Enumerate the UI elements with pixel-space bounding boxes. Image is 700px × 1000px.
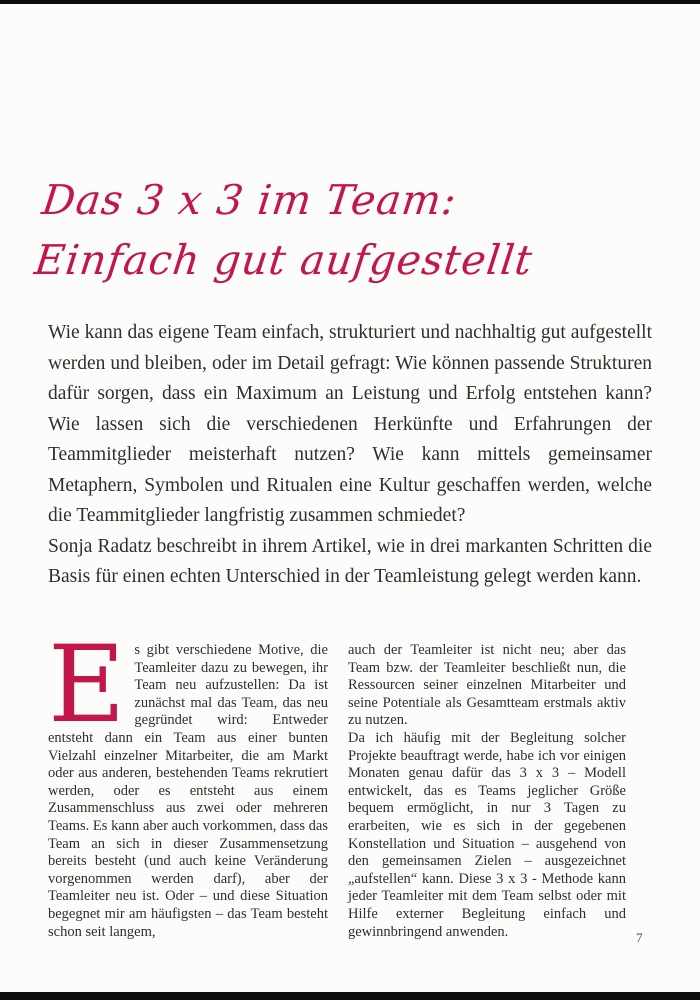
left-column-text: s gibt verschiedene Motive, die Teamleiter dazu zu bewegen, ihr Team neu aufzustellen: Da ist zunächst mal das Team, das neu gegründet wird: Entweder entsteht dann ein Team aus einer bunten Vielzahl einzelner Mitarbeiter, die am Markt oder aus anderen, bestehenden Teams rekrutiert werden, oder es entsteht aus einem Zusammenschluss aus zwei oder mehreren Teams. Es kann aber auch vorkommen, dass das Team an sich in dieser Zusammensetzung bereits besteht (und auch keine Veränderung vorgenommen werden darf), aber der Teamleiter neu ist. Oder – und diese Situation begegnet mir am häufigsten – das Team besteht schon seit langem, xyxy=(48,642,328,940)
left-column-paragraph xyxy=(48,623,328,941)
intro-paragraph-2: Sonja Radatz beschreibt in ihrem Artikel, wie in drei markanten Schritten die Basis für einen echten Unterschied in der Teamleistung gelegt werden kann. xyxy=(48,535,652,587)
scan-top-edge xyxy=(0,0,700,4)
right-column-paragraph-1: auch der Teamleiter ist nicht neu; aber das Team bzw. der Teamleiter beschließt nun, die Ressourcen seiner einzelnen Mitarbeiter und seine Potentiale als Gesamtteam erstmals aktiv zu nutzen. xyxy=(348,642,626,729)
page-number: 7 xyxy=(636,930,643,945)
intro-paragraph-1: Wie kann das eigene Team einfach, strukturiert und nachhaltig gut aufgestellt werden und bleiben, oder im Detail gefragt: Wie können passende Strukturen dafür sorgen, dass ein Maximum an Leistung und Erfolg entstehen kann? Wie lassen sich die verschiedenen Herkünfte und Erfahrungen der Teammitglieder meisterhaft nutzen? Wie kann mittels gemeinsamer Metaphern, Symbolen und Ritualen eine Kultur geschaffen werden, welche die Teammitglieder langfristig zusammen schmiedet? xyxy=(48,322,652,526)
article-body xyxy=(48,623,626,941)
title-line-2: Einfach gut aufgestellt xyxy=(32,236,536,284)
body-column-left xyxy=(48,623,328,941)
body-column-right xyxy=(348,642,626,941)
drop-cap: E xyxy=(48,623,126,746)
title-line-1: Das 3 x 3 im Team: xyxy=(39,176,460,224)
article-title xyxy=(31,170,543,290)
article-intro xyxy=(48,318,652,593)
scan-bottom-edge xyxy=(0,992,700,1000)
right-column-paragraph-2: Da ich häufig mit der Begleitung solcher Projekte beauftragt werde, habe ich vor einigen Monaten genau dafür das 3 x 3 – Modell entwickelt, das es Teams jeglicher Größe bequem ermöglicht, in nur 3 Tagen zu erarbeiten, wie es sich in der gegebenen Konstellation und Situation – ausgehend von den gemeinsamen Zielen – ausgezeichnet „aufstellen“ kann. Diese 3 x 3 - Methode kann jeder Teamleiter mit dem Team selbst oder mit Hilfe externer Begleitung einfach und gewinnbringend anwenden. xyxy=(348,729,626,940)
